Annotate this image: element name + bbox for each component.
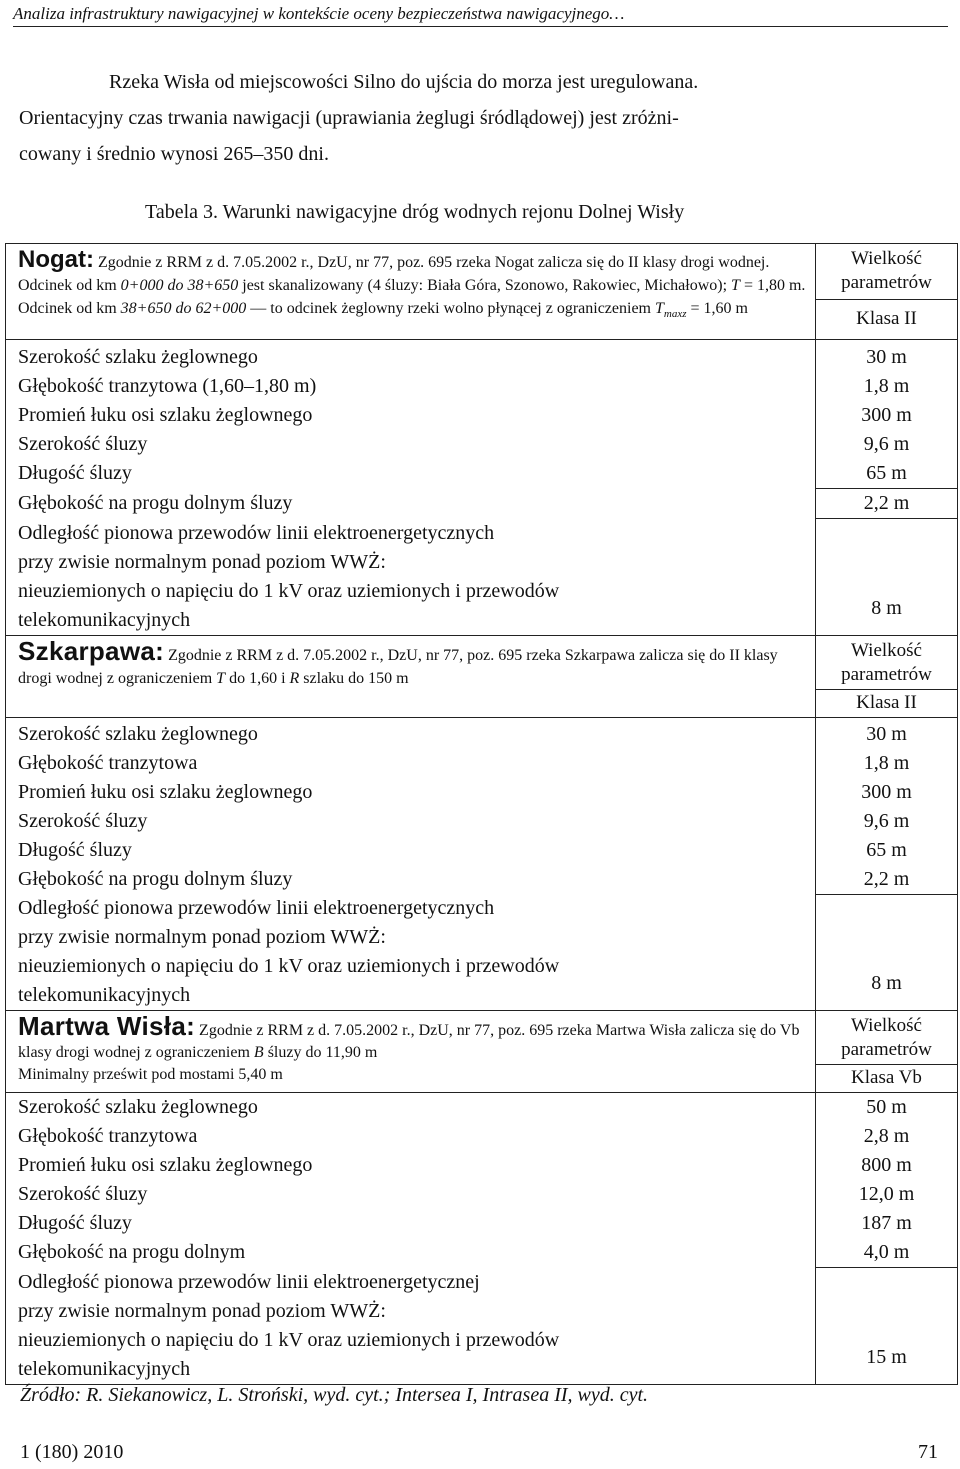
section-title: Martwa Wisła: [18,1011,196,1041]
param-value: 2,2 m [816,489,958,519]
section-title: Nogat: [18,246,94,273]
param-value: 30 m [816,340,958,373]
param-row [6,807,958,836]
intro-line: Rzeka Wisła od miejscowości Silno do ujścia do morza jest uregulowana. [109,71,699,93]
param-row [6,749,958,778]
param-value: 4,0 m [816,1238,958,1268]
param-value: 1,8 m [816,372,958,401]
section-header-row [6,1011,958,1093]
param-label: Głębokość na progu dolnym [6,1238,816,1268]
param-value: 9,6 m [816,807,958,836]
param-label: Promień łuku osi szlaku żeglownego [6,1151,816,1180]
param-label: Głębokość tranzytowa [6,749,816,778]
clearance-value: 8 m [816,894,958,1011]
clearance-label: Odległość pionowa przewodów linii elektroenergetycznych przy zwisie normalnym ponad poziom WWŻ: nieuziemionych o napięciu do 1 kV oraz uziemionych i przewodów telekomunikacyjnych [6,894,816,1011]
clearance-value: 8 m [816,519,958,636]
param-label: Promień łuku osi szlaku żeglownego [6,401,816,430]
intro-paragraph [19,64,937,172]
param-label: Głębokość na progu dolnym śluzy [6,865,816,895]
issue-number: 1 (180) 2010 [20,1441,124,1463]
class-header [816,1011,958,1093]
param-label: Szerokość śluzy [6,807,816,836]
param-label: Długość śluzy [6,1209,816,1238]
class-header [816,244,958,340]
param-label: Długość śluzy [6,459,816,489]
param-row [6,489,958,519]
section-header: Martwa Wisła: Zgodnie z RRM z d. 7.05.2002 r., DzU, nr 77, poz. 695 rzeka Martwa Wisła zalicza się do Vb klasy drogi wodnej z ograniczeniem B śluzy do 11,90 m Minimalny prześwit pod mostami 5,40 m [6,1011,816,1093]
navigation-conditions-table [5,243,958,1385]
section-header-row [6,635,958,717]
param-value: 12,0 m [816,1180,958,1209]
param-label: Szerokość śluzy [6,1180,816,1209]
size-header: Wielkość parametrów [841,1015,932,1060]
clearance-row [6,1268,958,1385]
param-label: Głębokość na progu dolnym śluzy [6,489,816,519]
size-header: Wielkość parametrów [841,248,932,293]
param-row [6,1209,958,1238]
section-header: Nogat: Zgodnie z RRM z d. 7.05.2002 r., DzU, nr 77, poz. 695 rzeka Nogat zalicza się do II klasy drogi wodnej. Odcinek od km 0+000 do 38+650 jest skanalizowany (4 śluzy: Biała Góra, Szonowo, Rakowiec, Michałowo); T = 1,80 m. Odcinek od km 38+650 do 62+000 — to odcinek żeglowny rzeki wolno płynącej z ograniczeniem $T_{maxz} = 1,60$ m [6,244,816,340]
class-label: Klasa Vb [816,1064,957,1092]
param-label: Szerokość szlaku żeglownego [6,717,816,749]
param-row [6,340,958,373]
size-header: Wielkość parametrów [841,639,932,685]
param-label: Szerokość szlaku żeglownego [6,340,816,373]
param-row [6,459,958,489]
param-row [6,372,958,401]
param-row [6,1093,958,1123]
param-value: 65 m [816,459,958,489]
param-row [6,717,958,749]
clearance-row [6,894,958,1011]
param-value: 187 m [816,1209,958,1238]
param-row [6,1151,958,1180]
param-row [6,1122,958,1151]
param-row [6,1180,958,1209]
running-head: Analiza infrastruktury nawigacyjnej w kontekście oceny bezpieczeństwa nawigacyjnego… [13,4,948,27]
param-value: 800 m [816,1151,958,1180]
section-header-row [6,244,958,340]
param-value: 300 m [816,401,958,430]
class-header [816,635,958,717]
clearance-value: 15 m [816,1268,958,1385]
param-value: 30 m [816,717,958,749]
class-label: Klasa II [816,689,957,717]
param-value: 2,8 m [816,1122,958,1151]
clearance-label: Odległość pionowa przewodów linii elektroenergetycznych przy zwisie normalnym ponad poziom WWŻ: nieuziemionych o napięciu do 1 kV oraz uziemionych i przewodów telekomunikacyjnych [6,519,816,636]
param-row [6,401,958,430]
clearance-row [6,519,958,636]
param-row [6,836,958,865]
class-label: Klasa II [816,299,957,339]
param-value: 1,8 m [816,749,958,778]
param-value: 50 m [816,1093,958,1123]
param-row [6,430,958,459]
param-value: 65 m [816,836,958,865]
param-label: Długość śluzy [6,836,816,865]
param-row [6,1238,958,1268]
param-row [6,778,958,807]
source-note: Źródło: R. Siekanowicz, L. Stroński, wyd. cyt.; Intersea I, Intrasea II, wyd. cyt. [20,1384,649,1406]
section-header: Szkarpawa: Zgodnie z RRM z d. 7.05.2002 r., DzU, nr 77, poz. 695 rzeka Szkarpawa zalicza się do II klasy drogi wodnej z ograniczeniem T do 1,60 i R szlaku do 150 m [6,635,816,717]
intro-line: cowany i średnio wynosi 265–350 dni. [19,143,329,165]
param-label: Głębokość tranzytowa [6,1122,816,1151]
param-value: 2,2 m [816,865,958,895]
param-label: Szerokość śluzy [6,430,816,459]
section-title: Szkarpawa: [18,635,165,666]
intro-line: Orientacyjny czas trwania nawigacji (uprawiania żeglugi śródlądowej) jest zróżni- [19,107,679,129]
param-label: Głębokość tranzytowa (1,60–1,80 m) [6,372,816,401]
param-label: Promień łuku osi szlaku żeglownego [6,778,816,807]
param-row [6,865,958,895]
param-value: 300 m [816,778,958,807]
page-number: 71 [918,1441,938,1463]
param-value: 9,6 m [816,430,958,459]
param-label: Szerokość szlaku żeglownego [6,1093,816,1123]
table-caption: Tabela 3. Warunki nawigacyjne dróg wodnych rejonu Dolnej Wisły [145,201,685,223]
clearance-label: Odległość pionowa przewodów linii elektroenergetycznej przy zwisie normalnym ponad poziom WWŻ: nieuziemionych o napięciu do 1 kV oraz uziemionych i przewodów telekomunikacyjnych [6,1268,816,1385]
